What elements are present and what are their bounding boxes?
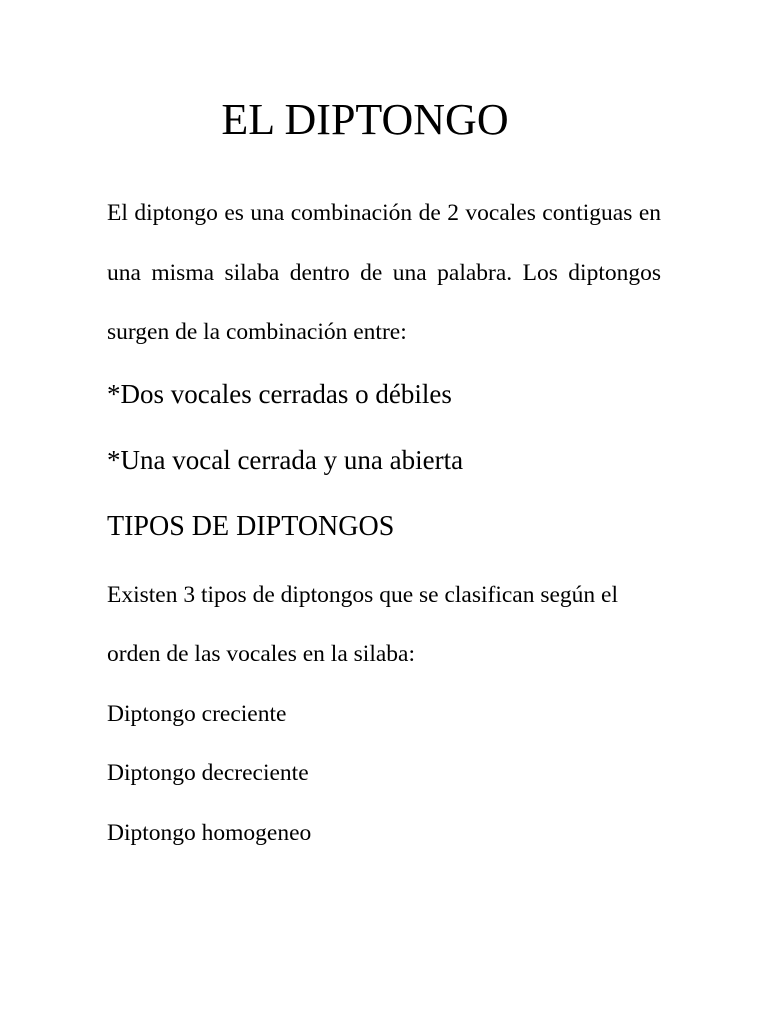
combination-item: *Una vocal cerrada y una abierta [107, 445, 464, 475]
combination-item: *Dos vocales cerradas o débiles [107, 379, 452, 409]
diphthong-type-item: Diptongo homogeneo [107, 820, 312, 846]
types-intro-line: Existen 3 tipos de diptongos que se clasifican según el [107, 582, 619, 608]
diphthong-type-item: Diptongo decreciente [107, 760, 309, 786]
section-heading: TIPOS DE DIPTONGOS [107, 511, 395, 542]
document-title: EL DIPTONGO [221, 95, 509, 144]
types-intro-line: orden de las vocales en la silaba: [107, 641, 415, 667]
intro-paragraph: El diptongo es una combinación de 2 vocales contiguas en una misma silaba dentro de una palabra. Los diptongos surgen de la combinación entre: [107, 200, 661, 345]
diphthong-type-item: Diptongo creciente [107, 701, 287, 727]
